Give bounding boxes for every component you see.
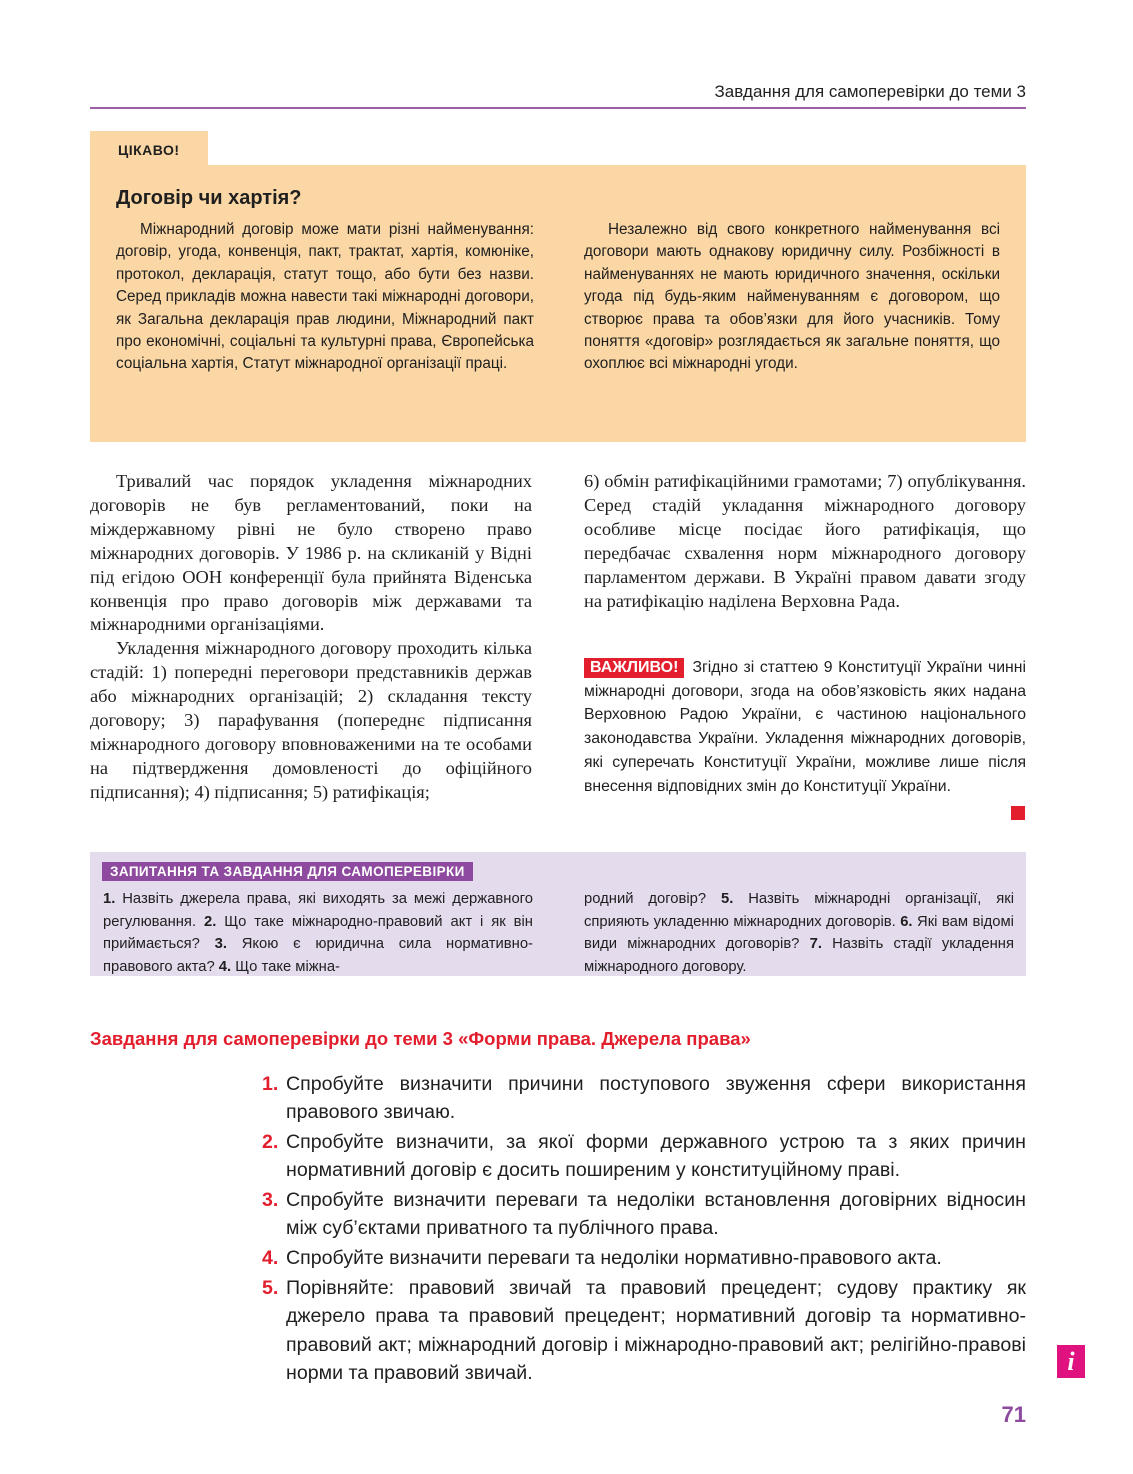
important-text: Згідно зі статтею 9 Конституції України чинні міжнародні договори, згода на обов’язковість яких надана Верховною Радою України, є частиною національного законодавства України. Укладення міжнародних договорів, які суперечать Конституції України, можливе лише після внесення відповідних змін до Конституції України. [584,659,1026,795]
interesting-left-text: Міжнародний договір може мати різні найменування: договір, угода, конвенція, пакт, трактат, хартія, комюніке, протокол, декларація, статут тощо, або бути без назви. Серед прикладів можна навести такі міжнародні договори, як Загальна декларація прав людини, Міжнародний пакт про економічні, соціальні та культурні права, Європейська соціальна хартія, Статут міжнародної організації праці. [116,221,534,373]
question-text: Якою є юридична сила нормативно-правового акта? [103,936,533,975]
question-text: родний договір? [584,891,707,907]
task-number: 2. [262,1131,279,1154]
task-item [262,1274,1026,1387]
question-number: 3. [214,936,227,953]
question-text: Назвіть міжнародні організації, які сприяють укладенню міжнародних договорів. [584,891,1014,930]
header-rule [90,107,1026,109]
info-icon: i [1057,1345,1085,1378]
task-text: Порівняйте: правовий звичай та правовий прецедент; судову практику як джерело права та правовий прецедент; нормативний договір та нормативно-правовий акт; міжнародний договір і міжнародно-правовий акт; релігійно-правові норми та правовий звичай. [286,1277,1026,1384]
page-number: 71 [1001,1402,1026,1427]
body-right-column [584,470,1026,613]
task-text: Спробуйте визначити причини поступового звуження сфери використання правового звичаю. [286,1073,1026,1124]
question-number: 7. [809,936,822,953]
body-left-column [90,470,532,805]
question-text: Назвіть джерела права, які виходять за межі державного регулювання. [103,891,533,930]
interesting-right-text: Незалежно від свого конкретного найменування всі договори мають однакову юридичну силу. Розбіжності в найменуваннях не мають юридичного значення, оскільки угода під будь-яким найменуванням є договором, що створює права та обов’язки для його учасників. Тому поняття «договір» розглядається як загальне поняття, що охоплює всі міжнародні угоди. [584,221,1000,373]
question-number: 6. [900,913,913,930]
questions-heading: ЗАПИТАННЯ ТА ЗАВДАННЯ ДЛЯ САМОПЕРЕВІРКИ [102,862,473,881]
question-text: Що таке міжнародно-правовий акт і як він приймається? [103,913,533,953]
questions-right-column [584,888,1014,978]
tasks-section-title: Завдання для самоперевірки до теми 3 «Форми права. Джерела права» [90,1028,751,1049]
question-number: 2. [203,913,217,930]
task-item [262,1128,1026,1185]
task-item [262,1070,1026,1127]
important-note [584,656,1026,798]
task-text: Спробуйте визначити переваги та недоліки встановлення договірних відносин між суб’єктами приватного та публічного права. [286,1189,1026,1240]
interesting-tab-label: ЦІКАВО! [90,131,208,165]
task-number: 1. [262,1073,279,1095]
question-text: Що таке міжна- [235,958,340,975]
question-number: 1. [103,891,116,907]
body-paragraph: Тривалий час порядок укладення міжнародних договорів не був регламентований, поки на міждержавному рівні не було створено право міжнародних договорів. У 1986 р. на скликаній у Відні під егідою ООН конференції була прийнята Віденська конвенція про право договорів між державами та міжнародними організаціями. [90,471,532,635]
task-number: 4. [262,1247,279,1270]
question-text: Назвіть стадії укладення міжнародного договору. [584,936,1014,975]
interesting-title: Договір чи хартія? [116,187,302,209]
task-number: 3. [262,1189,279,1212]
task-item [262,1186,1026,1243]
end-marker-square [1011,806,1025,820]
body-paragraph: Укладення міжнародного договору проходить кілька стадій: 1) попередні переговори представників держав або міжнародних організацій; 2) складання тексту договору; 3) парафування (попереднє підписання міжнародного договору вповноваженими на те особами на підтвердження домовленості до офіційного підписання); 4) підписання; 5) ратифікація; [90,638,532,802]
question-number: 4. [218,958,232,975]
important-badge: ВАЖЛИВО! [584,658,684,678]
task-item [262,1244,1026,1272]
question-number: 5. [721,891,734,907]
task-text: Спробуйте визначити переваги та недоліки нормативно-правового акта. [286,1247,942,1270]
interesting-box [90,165,1026,442]
task-text: Спробуйте визначити, за якої форми державного устрою та з яких причин нормативний договір є досить поширеним у конституційному праві. [286,1131,1026,1182]
task-number: 5. [262,1277,279,1300]
questions-box [90,852,1026,976]
body-paragraph: 6) обмін ратифікаційними грамотами; 7) опублікування. Серед стадій укладання міжнародного договору особливе місце посідає його ратифікація, що передбачає схвалення норм міжнародного договору парламентом держави. В Україні правом давати згоду на ратифікацію наділена Верховна Рада. [584,471,1026,611]
question-text: Які вам відомі види міжнародних договорів? [584,913,1014,953]
tasks-list [262,1070,1026,1389]
questions-left-column [103,888,533,978]
running-header: Завдання для самоперевірки до теми 3 [714,82,1026,101]
